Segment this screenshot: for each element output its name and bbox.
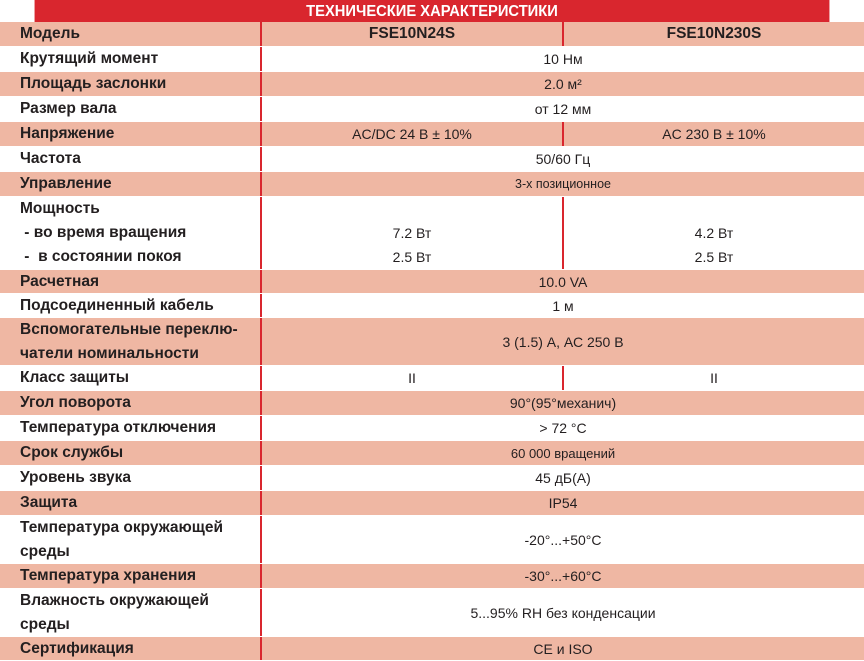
row-label: Напряжение: [0, 122, 262, 146]
row-protection: [0, 491, 864, 516]
voltage-left-value: AC/DC 24 В ± 10%: [262, 122, 564, 146]
row-rated: [0, 270, 864, 294]
row-value: 1 м: [552, 297, 574, 314]
row-certification: [0, 637, 864, 661]
row-value: 10 Нм: [543, 51, 583, 67]
row-value: от 12 мм: [534, 101, 592, 117]
row-label: Сертификация: [0, 637, 262, 660]
row-damper-area: [0, 72, 864, 97]
spec-table: [0, 22, 864, 661]
ambient-temp-label-line1: Температура окружающей: [20, 518, 223, 536]
row-torque: [0, 47, 864, 72]
power-left-idle: 2.5 Вт: [392, 249, 432, 265]
row-label: Расчетная: [0, 270, 262, 293]
protection-class-right-value: II: [710, 370, 718, 386]
ambient-humidity-label-line1: Влажность окружающей: [20, 591, 209, 609]
row-value: 3 (1.5) А, АС 250 В: [502, 333, 624, 350]
row-shaft-size: [0, 97, 864, 122]
row-value: 90°(95°механич): [509, 395, 617, 411]
row-storage-temp: [0, 564, 864, 589]
row-model: [0, 22, 864, 47]
row-label: Подсоединенный кабель: [0, 294, 262, 317]
row-label: Температура хранения: [0, 564, 262, 588]
row-protection-class: [0, 366, 864, 391]
row-value: 3-х позиционное: [515, 177, 611, 191]
protection-class-left-value: II: [262, 366, 564, 390]
ambient-temp-label-line2: среды: [20, 542, 70, 560]
row-label: Размер вала: [0, 97, 262, 121]
row-label: [0, 516, 262, 563]
row-label: Крутящий момент: [0, 47, 262, 71]
row-value: 10.0 VA: [538, 273, 588, 290]
row-value: 50/60 Гц: [535, 151, 591, 167]
row-power: [0, 197, 864, 270]
power-label: Мощность: [20, 200, 100, 217]
power-sub-rotation: - во время вращения: [20, 224, 187, 241]
spec-title: ТЕХНИЧЕСКИЕ ХАРАКТЕРИСТИКИ: [35, 0, 830, 22]
model-left-value: FSE10N24S: [262, 22, 564, 46]
row-label: Частота: [0, 147, 262, 171]
aux-switches-label-line1: Вспомогательные переклю-: [20, 320, 238, 338]
row-label: Площадь заслонки: [0, 72, 262, 96]
row-value: -30°...+60°C: [524, 568, 602, 584]
row-value: > 72 °С: [539, 420, 587, 436]
row-value: CE и ISO: [533, 640, 593, 657]
row-control: [0, 172, 864, 197]
row-cable: [0, 294, 864, 318]
ambient-humidity-label-line2: среды: [20, 615, 70, 633]
row-aux-switches: [0, 318, 864, 366]
row-label: [0, 197, 262, 269]
power-sub-idle: - в состоянии покоя: [20, 248, 182, 265]
row-ambient-humidity: [0, 589, 864, 637]
row-cutoff-temp: [0, 416, 864, 441]
row-label: Модель: [0, 22, 262, 46]
power-right-rotation: 4.2 Вт: [694, 225, 734, 241]
row-label: [0, 318, 262, 365]
row-value: IP54: [548, 495, 578, 511]
model-right-value: FSE10N230S: [666, 25, 762, 42]
row-value: 2.0 м²: [544, 76, 582, 92]
row-rotation-angle: [0, 391, 864, 416]
row-service-life: [0, 441, 864, 466]
row-value: 45 дБ(А): [535, 470, 591, 486]
row-label: Уровень звука: [0, 466, 262, 490]
row-ambient-temp: [0, 516, 864, 564]
row-value: 60 000 вращений: [510, 445, 616, 461]
row-label: [0, 589, 262, 636]
row-label: Управление: [0, 172, 262, 196]
row-frequency: [0, 147, 864, 172]
row-voltage: [0, 122, 864, 147]
row-label: Срок службы: [0, 441, 262, 465]
voltage-right-value: AC 230 В ± 10%: [662, 126, 766, 142]
row-label: Защита: [0, 491, 262, 515]
power-left-rotation: 7.2 Вт: [392, 225, 432, 241]
row-value: -20°...+50°C: [524, 531, 602, 548]
row-label: Температура отключения: [0, 416, 262, 440]
row-label: Класс защиты: [0, 366, 262, 390]
row-label: Угол поворота: [0, 391, 262, 415]
aux-switches-label-line2: чатели номинальности: [20, 344, 199, 362]
row-noise-level: [0, 466, 864, 491]
power-right-idle: 2.5 Вт: [694, 249, 734, 265]
row-value: 5...95% RH без конденсации: [470, 604, 656, 621]
